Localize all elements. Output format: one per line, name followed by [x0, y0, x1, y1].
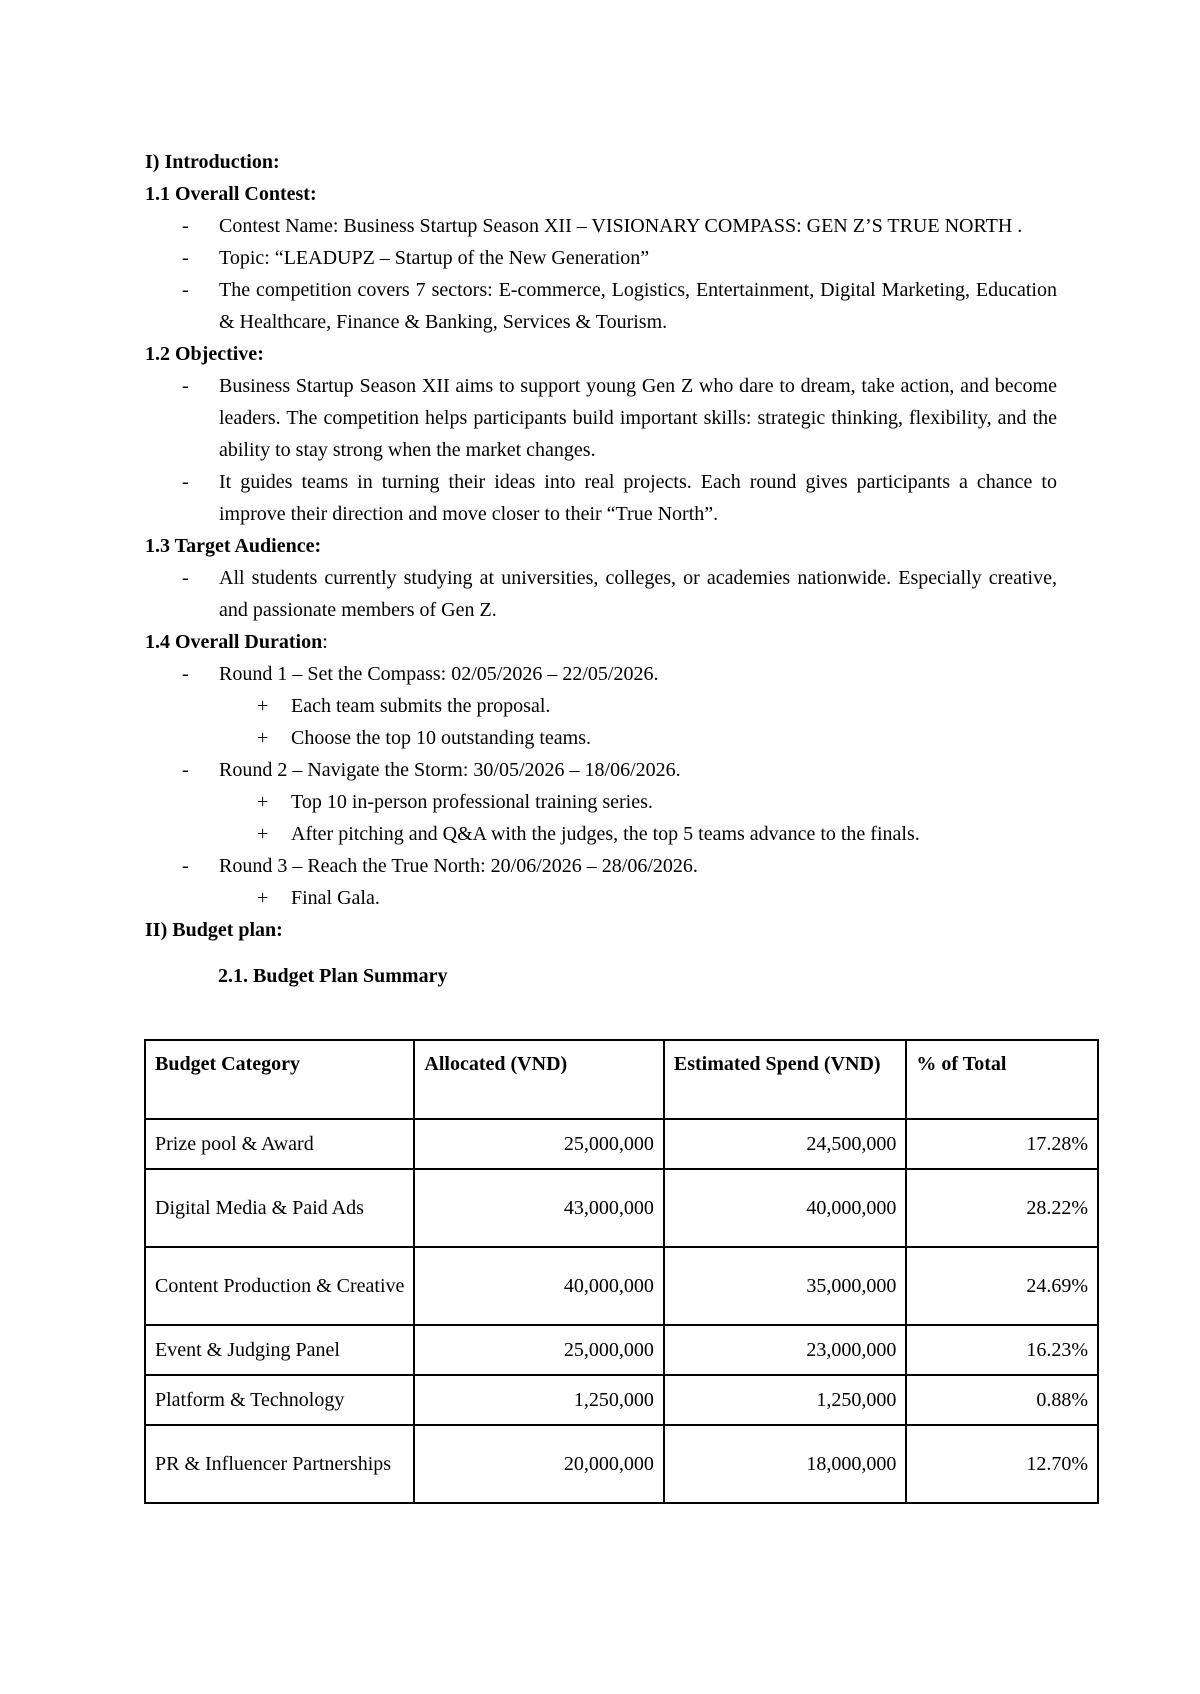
dash-marker: -: [182, 279, 189, 301]
dash-marker: -: [182, 375, 189, 397]
plus-marker: +: [257, 695, 269, 717]
dash-marker: -: [182, 759, 189, 781]
cell-percent: 0.88%: [906, 1375, 1098, 1425]
cell-percent: 24.69%: [906, 1247, 1098, 1325]
table-header-row: [145, 1040, 1098, 1119]
cell-estimated: 24,500,000: [664, 1119, 907, 1169]
column-header-estimated-spend: Estimated Spend (VND): [664, 1040, 907, 1119]
subheading-objective: 1.2 Objective:: [145, 343, 264, 365]
cell-allocated: 40,000,000: [414, 1247, 663, 1325]
cell-allocated: 25,000,000: [414, 1325, 663, 1375]
column-header-allocated: Allocated (VND): [414, 1040, 663, 1119]
cell-category: Event & Judging Panel: [145, 1325, 414, 1375]
cell-estimated: 18,000,000: [664, 1425, 907, 1503]
document-body: [145, 146, 1057, 992]
cell-category: Content Production & Creative: [145, 1247, 414, 1325]
bullet-topic: - Topic: “LEADUPZ – Startup of the New Generation”: [145, 242, 1057, 274]
cell-estimated: 23,000,000: [664, 1325, 907, 1375]
cell-percent: 17.28%: [906, 1119, 1098, 1169]
cell-allocated: 25,000,000: [414, 1119, 663, 1169]
cell-estimated: 1,250,000: [664, 1375, 907, 1425]
budget-table: [144, 1039, 1099, 1504]
bullet-round-3: - Round 3 – Reach the True North: 20/06/2026 – 28/06/2026.: [145, 850, 1057, 882]
bullet-objective-guide: - It guides teams in turning their ideas into real projects. Each round gives participants a chance to improve their direction and move closer to their “True North”.: [145, 466, 1057, 530]
subheading-overall-contest: 1.1 Overall Contest:: [145, 183, 317, 205]
plus-marker: +: [257, 887, 269, 909]
dash-marker: -: [182, 855, 189, 877]
table-row: [145, 1425, 1098, 1503]
dash-marker: -: [182, 567, 189, 589]
sub-bullet-round-1-item: + Choose the top 10 outstanding teams.: [145, 722, 1057, 754]
cell-percent: 12.70%: [906, 1425, 1098, 1503]
bullet-round-2: - Round 2 – Navigate the Storm: 30/05/2026 – 18/06/2026.: [145, 754, 1057, 786]
plus-marker: +: [257, 727, 269, 749]
cell-category: Digital Media & Paid Ads: [145, 1169, 414, 1247]
table-row: [145, 1325, 1098, 1375]
subheading-target-audience: 1.3 Target Audience:: [145, 535, 322, 557]
cell-allocated: 20,000,000: [414, 1425, 663, 1503]
cell-category: Prize pool & Award: [145, 1119, 414, 1169]
cell-category: PR & Influencer Partnerships: [145, 1425, 414, 1503]
table-row: [145, 1375, 1098, 1425]
dash-marker: -: [182, 247, 189, 269]
dash-marker: -: [182, 215, 189, 237]
table-row: [145, 1247, 1098, 1325]
cell-category: Platform & Technology: [145, 1375, 414, 1425]
sub-bullet-round-1-item: + Each team submits the proposal.: [145, 690, 1057, 722]
cell-estimated: 35,000,000: [664, 1247, 907, 1325]
dash-marker: -: [182, 471, 189, 493]
dash-marker: -: [182, 663, 189, 685]
table-row: [145, 1169, 1098, 1247]
cell-estimated: 40,000,000: [664, 1169, 907, 1247]
bullet-contest-name: - Contest Name: Business Startup Season XII – VISIONARY COMPASS: GEN Z’S TRUE NORTH .: [145, 210, 1057, 242]
bullet-audience: - All students currently studying at universities, colleges, or academies nationwide. Especially creative, and passionate members of Gen Z.: [145, 562, 1057, 626]
sub-bullet-round-3-item: + Final Gala.: [145, 882, 1057, 914]
sub-bullet-round-2-item: + After pitching and Q&A with the judges, the top 5 teams advance to the finals.: [145, 818, 1057, 850]
table-row: [145, 1119, 1098, 1169]
column-header-category: Budget Category: [145, 1040, 414, 1119]
cell-allocated: 1,250,000: [414, 1375, 663, 1425]
plus-marker: +: [257, 823, 269, 845]
subheading-budget-summary: 2.1. Budget Plan Summary: [218, 965, 448, 987]
subheading-overall-duration: 1.4 Overall Duration:: [145, 631, 328, 653]
plus-marker: +: [257, 791, 269, 813]
cell-percent: 16.23%: [906, 1325, 1098, 1375]
cell-allocated: 43,000,000: [414, 1169, 663, 1247]
column-header-percent-total: % of Total: [906, 1040, 1098, 1119]
bullet-round-1: - Round 1 – Set the Compass: 02/05/2026 – 22/05/2026.: [145, 658, 1057, 690]
sub-bullet-round-2-item: + Top 10 in-person professional training series.: [145, 786, 1057, 818]
cell-percent: 28.22%: [906, 1169, 1098, 1247]
bullet-sectors: - The competition covers 7 sectors: E-commerce, Logistics, Entertainment, Digital Marketing, Education & Healthcare, Finance & Banking, Services & Tourism.: [145, 274, 1057, 338]
section-heading-budget-plan: II) Budget plan:: [145, 919, 283, 941]
bullet-objective-aim: - Business Startup Season XII aims to support young Gen Z who dare to dream, take action, and become leaders. The competition helps participants build important skills: strategic thinking, flexibility, and the ability to stay strong when the market changes.: [145, 370, 1057, 466]
section-heading-introduction: I) Introduction:: [145, 151, 280, 173]
